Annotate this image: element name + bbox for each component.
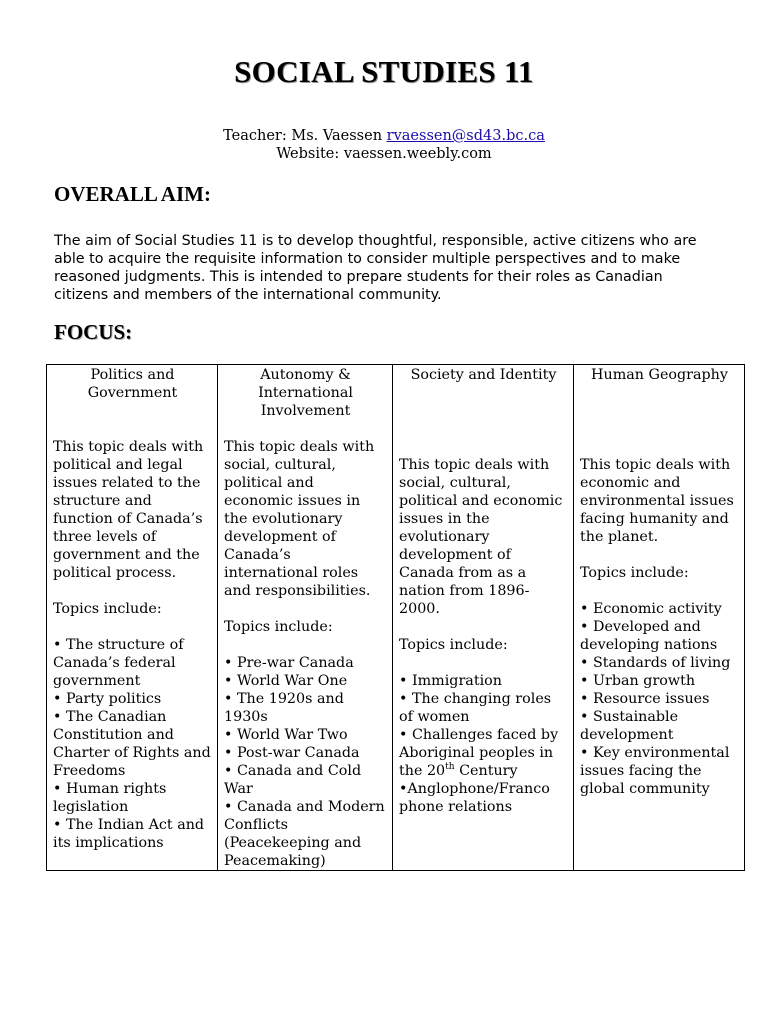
list-item: • World War One (224, 673, 348, 689)
list-item: • Economic activity (580, 601, 722, 617)
teacher-email-link[interactable]: rvaessen@sd43.bc.ca (386, 128, 545, 144)
focus-column-autonomy (218, 365, 393, 871)
list-item: • Post-war Canada (224, 745, 360, 761)
list-item: • The Canadian Constitution and Charter of Rights and Freedoms (53, 709, 211, 779)
list-item: • Immigration (399, 673, 502, 689)
list-item: • World War Two (224, 727, 348, 743)
topics-label: Topics include: (580, 565, 689, 581)
column-description: This topic deals with political and legal issues related to the structure and function of Canada’s three levels of government and the political process. (53, 439, 204, 581)
topic-list (53, 636, 212, 852)
topics-label: Topics include: (399, 637, 508, 653)
column-description: This topic deals with social, cultural, political and economic issues in the evolutionary development of Canada’s international roles and responsibilities. (224, 439, 375, 599)
website-line: Website: vaessen.weebly.com (276, 146, 492, 162)
list-item: • Canada and Cold War (224, 763, 362, 797)
focus-column-politics (47, 365, 218, 871)
overall-aim-heading: OVERALL AIM: (54, 182, 211, 206)
teacher-line (0, 127, 768, 145)
focus-heading: FOCUS: (54, 320, 133, 344)
list-item: • Key environmental issues facing the global community (580, 745, 730, 797)
list-item: • Developed and developing nations (580, 619, 718, 653)
focus-column-geography (574, 365, 745, 871)
list-item: • Pre-war Canada (224, 655, 354, 671)
list-item: • Standards of living (580, 655, 731, 671)
column-header: Human Geography (591, 367, 728, 383)
column-description: This topic deals with social, cultural, political and economic issues in the evolutionary development of Canada from as a nation from 1896-2000. (399, 457, 563, 617)
century-suffix: th (445, 762, 455, 773)
list-item: • The structure of Canada’s federal government (53, 637, 184, 689)
century-word: Century (454, 763, 518, 779)
list-item-text: • Challenges faced by Aboriginal peoples in the 20 (399, 727, 559, 779)
column-header: Autonomy & International Involvement (258, 367, 353, 419)
focus-table (46, 364, 745, 871)
list-item: • The Indian Act and its implications (53, 817, 205, 851)
focus-table-row (47, 365, 745, 871)
list-item: • The 1920s and 1930s (224, 691, 344, 725)
teacher-label: Teacher: Ms. Vaessen (223, 128, 383, 144)
column-description: This topic deals with economic and environmental issues facing humanity and the planet. (580, 457, 734, 545)
column-header: Society and Identity (410, 367, 557, 383)
contact-info (0, 127, 768, 163)
overall-aim-text: The aim of Social Studies 11 is to develop thoughtful, responsible, active citizens who are able to acquire the requisite information to consider multiple perspectives and to make reasoned judgments. This is intended to prepare students for their roles as Canadian citizens and members of the international community. (54, 233, 697, 303)
topic-list (224, 654, 387, 870)
topics-label: Topics include: (224, 619, 333, 635)
list-item: • Urban growth (580, 673, 696, 689)
topic-list (399, 672, 568, 816)
column-header: Politics and Government (87, 367, 178, 401)
list-item: • The changing roles of women (399, 691, 552, 725)
list-item: • Party politics (53, 691, 162, 707)
list-item: • Sustainable development (580, 709, 679, 743)
list-item: • Human rights legislation (53, 781, 167, 815)
list-item: • Resource issues (580, 691, 710, 707)
list-item: •Anglophone/Franco phone relations (399, 781, 550, 815)
list-item: • Canada and Modern Conflicts (Peacekeeping and Peacemaking) (224, 799, 385, 869)
page-title: SOCIAL STUDIES 11 (234, 54, 534, 89)
topic-list (580, 600, 739, 798)
topics-label: Topics include: (53, 601, 162, 617)
list-item (399, 726, 568, 780)
focus-column-society (393, 365, 574, 871)
